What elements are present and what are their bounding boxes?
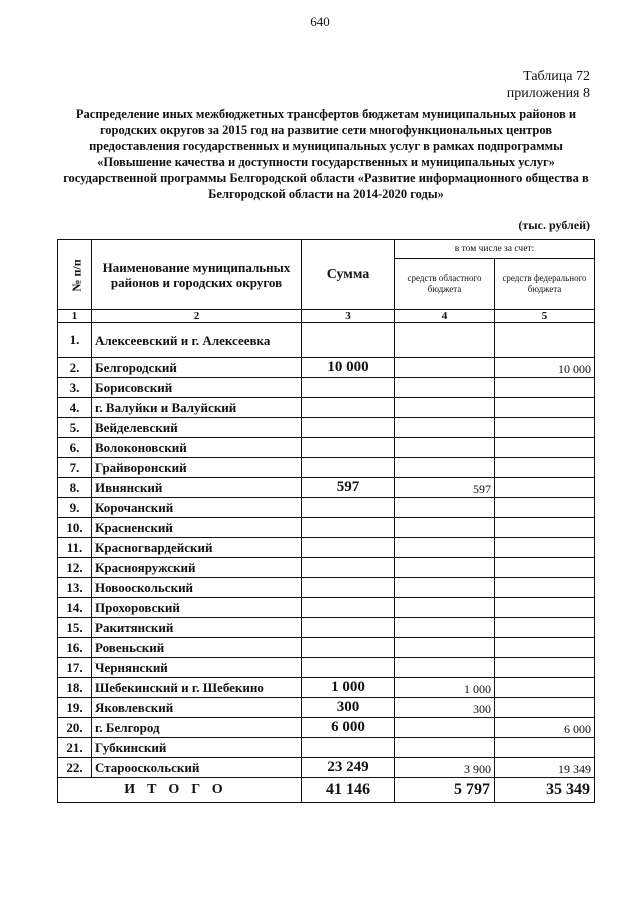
row-number: 1.	[58, 323, 92, 358]
table-row	[58, 518, 595, 538]
row-federal: 6 000	[495, 718, 595, 738]
table-row	[58, 578, 595, 598]
district-name: г. Белгород	[92, 718, 302, 738]
row-regional	[395, 538, 495, 558]
table-row	[58, 438, 595, 458]
row-federal	[495, 458, 595, 478]
row-federal	[495, 618, 595, 638]
row-federal	[495, 658, 595, 678]
row-federal	[495, 538, 595, 558]
row-federal	[495, 323, 595, 358]
row-regional: 300	[395, 698, 495, 718]
row-number: 13.	[58, 578, 92, 598]
row-sum	[302, 658, 395, 678]
row-regional	[395, 418, 495, 438]
row-federal	[495, 738, 595, 758]
header-number: № п/п	[58, 240, 92, 310]
district-name: Новооскольский	[92, 578, 302, 598]
row-number: 10.	[58, 518, 92, 538]
column-index: 1	[58, 310, 92, 323]
row-regional: 3 900	[395, 758, 495, 778]
table-row	[58, 558, 595, 578]
row-federal	[495, 378, 595, 398]
row-sum: 23 249	[302, 758, 395, 778]
table-row	[58, 598, 595, 618]
row-regional	[395, 658, 495, 678]
table-row	[58, 538, 595, 558]
row-sum	[302, 378, 395, 398]
total-label: ИТОГО	[58, 778, 302, 803]
district-name: Старооскольский	[92, 758, 302, 778]
row-sum	[302, 498, 395, 518]
row-sum	[302, 323, 395, 358]
row-regional: 1 000	[395, 678, 495, 698]
row-regional	[395, 323, 495, 358]
district-name: г. Валуйки и Валуйский	[92, 398, 302, 418]
row-regional	[395, 518, 495, 538]
header-sum: Сумма	[302, 240, 395, 310]
row-number: 14.	[58, 598, 92, 618]
district-name: Шебекинский и г. Шебекино	[92, 678, 302, 698]
row-federal	[495, 578, 595, 598]
header-including: в том числе за счет:	[395, 240, 595, 259]
row-federal: 19 349	[495, 758, 595, 778]
row-sum: 6 000	[302, 718, 395, 738]
total-sum: 41 146	[302, 778, 395, 803]
row-regional	[395, 718, 495, 738]
district-name: Вейделевский	[92, 418, 302, 438]
row-regional: 597	[395, 478, 495, 498]
total-row	[58, 778, 595, 803]
row-sum	[302, 458, 395, 478]
row-sum	[302, 418, 395, 438]
row-federal	[495, 438, 595, 458]
column-index: 3	[302, 310, 395, 323]
district-name: Алексеевский и г. Алексеевка	[92, 323, 302, 358]
row-number: 17.	[58, 658, 92, 678]
row-sum	[302, 538, 395, 558]
table-row	[58, 358, 595, 378]
row-federal	[495, 698, 595, 718]
district-name: Красненский	[92, 518, 302, 538]
district-name: Борисовский	[92, 378, 302, 398]
row-federal	[495, 418, 595, 438]
row-regional	[395, 578, 495, 598]
row-number: 2.	[58, 358, 92, 378]
table-row	[58, 418, 595, 438]
row-regional	[395, 618, 495, 638]
table-number: Таблица 72	[523, 69, 590, 84]
total-regional: 5 797	[395, 778, 495, 803]
district-name: Ровеньский	[92, 638, 302, 658]
column-index: 4	[395, 310, 495, 323]
table-row	[58, 618, 595, 638]
row-regional	[395, 598, 495, 618]
row-federal: 10 000	[495, 358, 595, 378]
row-federal	[495, 598, 595, 618]
district-name: Губкинский	[92, 738, 302, 758]
row-sum	[302, 738, 395, 758]
table-row	[58, 678, 595, 698]
row-sum	[302, 638, 395, 658]
row-federal	[495, 518, 595, 538]
units-label: (тыс. рублей)	[518, 218, 590, 232]
row-regional	[395, 558, 495, 578]
row-number: 7.	[58, 458, 92, 478]
column-index-row	[58, 310, 595, 323]
row-number: 21.	[58, 738, 92, 758]
district-name: Ивнянский	[92, 478, 302, 498]
appendix-number: приложения 8	[506, 86, 590, 101]
table-row	[58, 398, 595, 418]
row-sum	[302, 598, 395, 618]
row-number: 8.	[58, 478, 92, 498]
row-sum	[302, 518, 395, 538]
table-row	[58, 638, 595, 658]
district-name: Волоконовский	[92, 438, 302, 458]
row-sum	[302, 578, 395, 598]
row-number: 19.	[58, 698, 92, 718]
row-number: 15.	[58, 618, 92, 638]
table-row	[58, 698, 595, 718]
row-sum: 1 000	[302, 678, 395, 698]
table-row	[58, 758, 595, 778]
row-number: 22.	[58, 758, 92, 778]
row-federal	[495, 498, 595, 518]
row-federal	[495, 478, 595, 498]
table-row	[58, 498, 595, 518]
district-name: Чернянский	[92, 658, 302, 678]
district-name: Краснояружский	[92, 558, 302, 578]
table-row	[58, 378, 595, 398]
table-row	[58, 478, 595, 498]
row-number: 11.	[58, 538, 92, 558]
table-row	[58, 658, 595, 678]
transfers-table	[57, 239, 595, 803]
row-number: 18.	[58, 678, 92, 698]
header-name: Наименование муниципальных районов и городских округов	[92, 240, 302, 310]
district-name: Грайворонский	[92, 458, 302, 478]
row-sum: 597	[302, 478, 395, 498]
table-reference	[507, 68, 590, 102]
column-index: 5	[495, 310, 595, 323]
row-regional	[395, 378, 495, 398]
row-number: 12.	[58, 558, 92, 578]
table-row	[58, 718, 595, 738]
row-regional	[395, 438, 495, 458]
row-regional	[395, 458, 495, 478]
table-row	[58, 323, 595, 358]
district-name: Корочанский	[92, 498, 302, 518]
row-sum	[302, 558, 395, 578]
row-number: 20.	[58, 718, 92, 738]
row-number: 4.	[58, 398, 92, 418]
row-sum	[302, 438, 395, 458]
table-row	[58, 458, 595, 478]
row-sum: 10 000	[302, 358, 395, 378]
row-regional	[395, 398, 495, 418]
row-number: 3.	[58, 378, 92, 398]
row-regional	[395, 738, 495, 758]
row-number: 6.	[58, 438, 92, 458]
row-regional	[395, 638, 495, 658]
row-sum	[302, 618, 395, 638]
header-regional-budget: средств областного бюджета	[395, 259, 495, 310]
page-number: 640	[310, 14, 330, 29]
district-name: Яковлевский	[92, 698, 302, 718]
table-row	[58, 738, 595, 758]
row-federal	[495, 678, 595, 698]
total-federal: 35 349	[495, 778, 595, 803]
header-federal-budget: средств федерального бюджета	[495, 259, 595, 310]
district-name: Ракитянский	[92, 618, 302, 638]
row-federal	[495, 558, 595, 578]
district-name: Красногвардейский	[92, 538, 302, 558]
table-title: Распределение иных межбюджетных трансфертов бюджетам муниципальных районов и городских округов за 2015 год на развитие сети многофункциональных центров предоставления государственных и муниципальных услуг в рамках подпрограммы «Повышение качества и доступности государственных и муниципальных услуг» государственной программы Белгородской области «Развитие информационного общества в Белгородской области на 2014-2020 годы»	[63, 107, 589, 201]
row-regional	[395, 498, 495, 518]
district-name: Прохоровский	[92, 598, 302, 618]
row-federal	[495, 398, 595, 418]
row-regional	[395, 358, 495, 378]
row-number: 16.	[58, 638, 92, 658]
row-federal	[495, 638, 595, 658]
row-number: 9.	[58, 498, 92, 518]
row-sum: 300	[302, 698, 395, 718]
row-sum	[302, 398, 395, 418]
table-body	[58, 323, 595, 778]
column-index: 2	[92, 310, 302, 323]
row-number: 5.	[58, 418, 92, 438]
district-name: Белгородский	[92, 358, 302, 378]
